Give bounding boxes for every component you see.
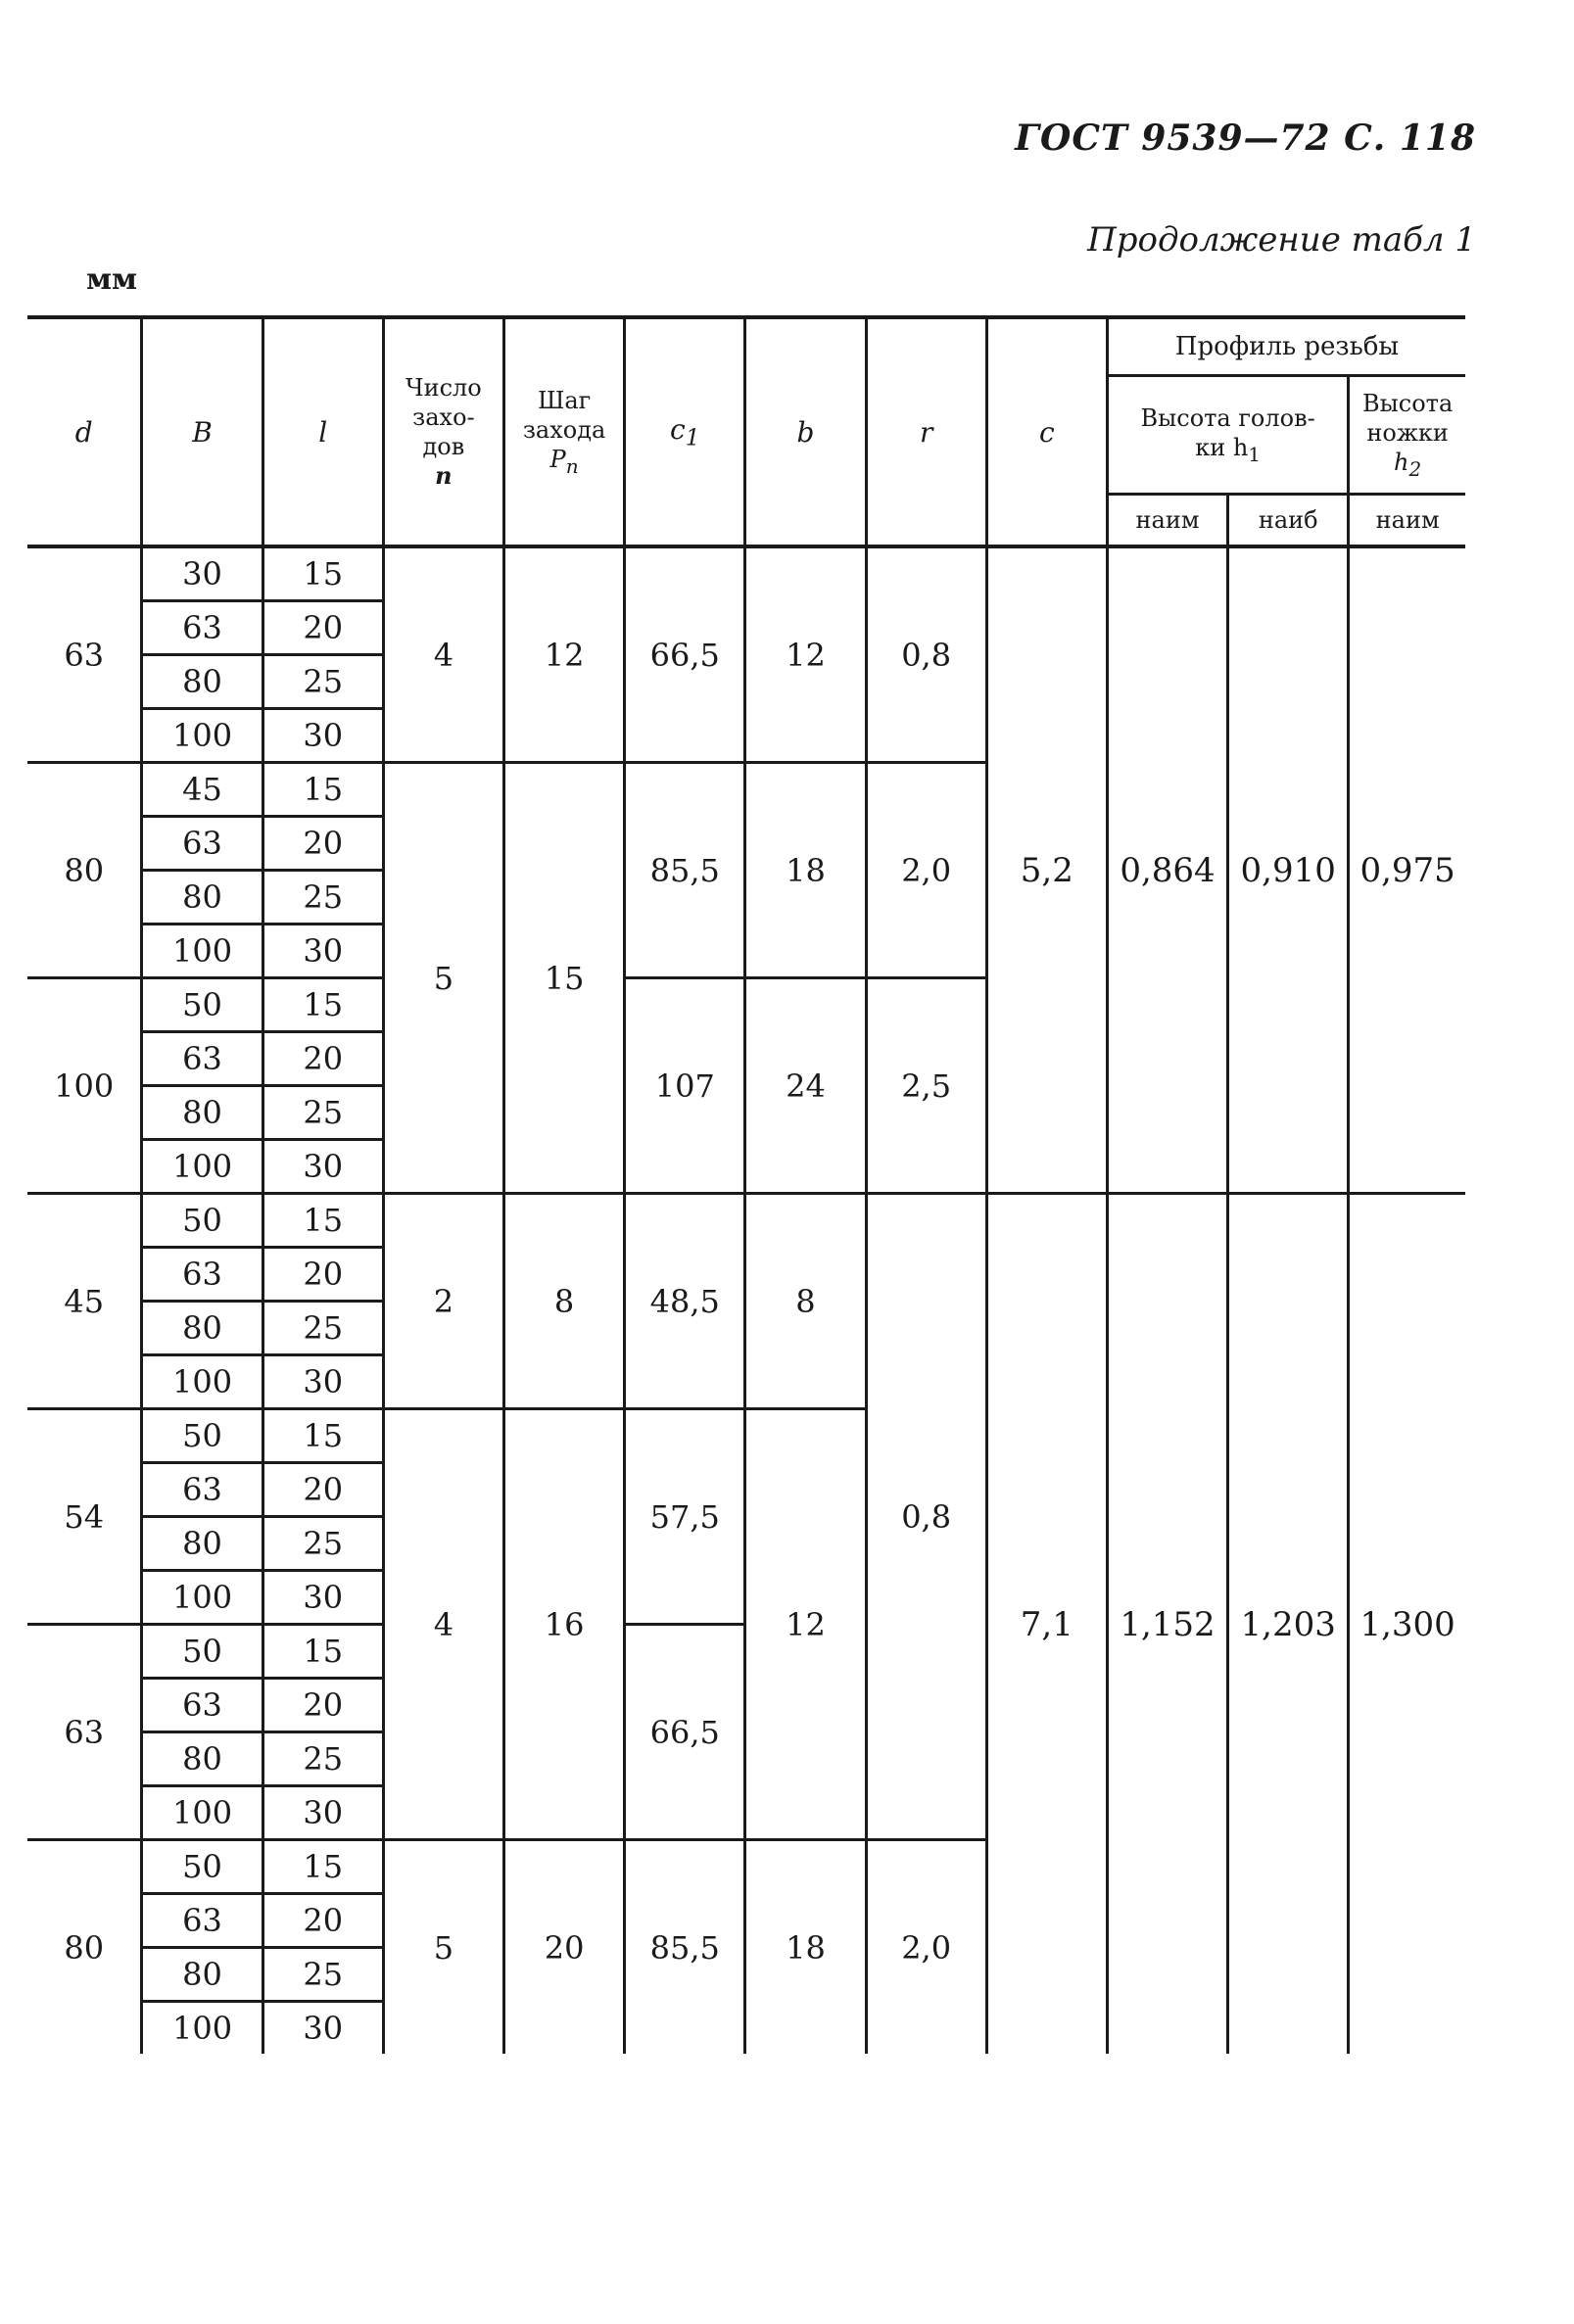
cell-b-width: 80 (142, 1948, 262, 2002)
cell-b-width: 100 (142, 709, 262, 763)
cell-h1-min-top: 0,864 (1107, 546, 1227, 1194)
header-addendum-line2: ки h (1195, 433, 1249, 461)
cell-b-width: 100 (142, 1571, 262, 1625)
cell-l: 25 (262, 655, 383, 709)
cell-thread-starts: 5 (383, 763, 503, 1194)
cell-b-width: 63 (142, 1463, 262, 1517)
cell-b-width: 100 (142, 1140, 262, 1194)
cell-c1: 57,5 (625, 1409, 745, 1625)
cell-lead: 8 (503, 1194, 624, 1409)
cell-h1-max-bottom: 1,203 (1228, 1194, 1349, 2055)
cell-thread-starts: 4 (383, 1409, 503, 1840)
table-row (27, 546, 1465, 601)
header-dedendum-symbol: h (1394, 448, 1409, 476)
cell-lead: 12 (503, 546, 624, 763)
header-lead (503, 317, 624, 546)
cell-l: 25 (262, 871, 383, 925)
cell-d: 63 (27, 1625, 142, 1840)
cell-b-width: 63 (142, 1248, 262, 1302)
table-row (27, 1194, 1465, 1248)
cell-l: 30 (262, 925, 383, 978)
cell-b-width: 30 (142, 546, 262, 601)
cell-thread-starts: 5 (383, 1840, 503, 2055)
cell-b-width: 63 (142, 1679, 262, 1732)
cell-l: 15 (262, 1409, 383, 1463)
cell-b-width: 63 (142, 1894, 262, 1948)
cell-r: 0,8 (866, 546, 986, 763)
cell-l: 20 (262, 1463, 383, 1517)
header-lead-line1: Шаг (537, 386, 592, 414)
header-c1-subscript: 1 (685, 423, 700, 451)
cell-l: 25 (262, 1732, 383, 1786)
cell-b-width: 50 (142, 1409, 262, 1463)
cell-l: 20 (262, 601, 383, 655)
cell-b: 18 (745, 1840, 866, 2055)
table-caption: Продолжение табл 1 (1087, 220, 1476, 260)
header-thread-profile: Профиль резьбы (1107, 317, 1465, 376)
units-label: мм (86, 262, 138, 297)
cell-r: 2,0 (866, 763, 986, 978)
cell-c1: 66,5 (625, 1625, 745, 1840)
header-lead-symbol: P (549, 445, 566, 473)
cell-h2-min-bottom: 1,300 (1349, 1194, 1465, 2055)
cell-r: 2,0 (866, 1840, 986, 2055)
cell-b-width: 100 (142, 925, 262, 978)
cell-b-width: 50 (142, 1194, 262, 1248)
cell-b-width: 100 (142, 1355, 262, 1409)
cell-h2-min-top: 0,975 (1349, 546, 1465, 1194)
cell-b-width: 63 (142, 1032, 262, 1086)
header-thread-starts-line3: дов (422, 433, 465, 460)
cell-b: 18 (745, 763, 866, 978)
header-c: c (986, 317, 1107, 546)
header-h2-min: наим (1349, 495, 1465, 547)
cell-b-width: 100 (142, 1786, 262, 1840)
cell-b: 8 (745, 1194, 866, 1409)
header-addendum-height (1107, 376, 1348, 495)
cell-c1: 85,5 (625, 763, 745, 978)
cell-l: 15 (262, 1194, 383, 1248)
cell-b-width: 80 (142, 1302, 262, 1355)
cell-thread-starts: 2 (383, 1194, 503, 1409)
table-body (27, 546, 1465, 2054)
cell-thread-starts: 4 (383, 546, 503, 763)
cell-l: 30 (262, 1571, 383, 1625)
header-thread-starts (383, 317, 503, 546)
header-thread-starts-line1: Число (405, 374, 482, 402)
cell-lead: 20 (503, 1840, 624, 2055)
cell-l: 20 (262, 817, 383, 871)
cell-c1: 48,5 (625, 1194, 745, 1409)
header-dedendum-line2: ножки (1366, 418, 1449, 447)
cell-l: 30 (262, 709, 383, 763)
thread-parameters-table (27, 315, 1465, 2054)
header-dedendum-height (1349, 376, 1465, 495)
cell-l: 30 (262, 1355, 383, 1409)
cell-b: 12 (745, 1409, 866, 1840)
cell-d: 80 (27, 1840, 142, 2055)
cell-l: 15 (262, 546, 383, 601)
page-header: ГОСТ 9539—72 С. 118 (1015, 118, 1476, 159)
cell-b-width: 50 (142, 978, 262, 1032)
cell-c-top: 5,2 (986, 546, 1107, 1194)
header-thread-starts-line2: захо- (412, 403, 475, 431)
header-c1 (625, 317, 745, 546)
cell-d: 63 (27, 546, 142, 763)
cell-l: 25 (262, 1302, 383, 1355)
cell-c1: 107 (625, 978, 745, 1194)
cell-d: 80 (27, 763, 142, 978)
header-h1-min: наим (1107, 495, 1227, 547)
cell-c1: 85,5 (625, 1840, 745, 2055)
header-d: d (27, 317, 142, 546)
cell-c-bottom: 7,1 (986, 1194, 1107, 2055)
header-lead-subscript: n (565, 453, 579, 478)
header-b: b (745, 317, 866, 546)
header-addendum-line1: Высота голов- (1140, 403, 1315, 432)
cell-lead: 15 (503, 763, 624, 1194)
cell-lead: 16 (503, 1409, 624, 1840)
cell-l: 20 (262, 1894, 383, 1948)
cell-l: 30 (262, 2002, 383, 2055)
cell-l: 20 (262, 1679, 383, 1732)
cell-d: 100 (27, 978, 142, 1194)
cell-l: 15 (262, 978, 383, 1032)
cell-d: 54 (27, 1409, 142, 1625)
cell-l: 15 (262, 1625, 383, 1679)
header-l: l (262, 317, 383, 546)
header-thread-starts-symbol: n (435, 461, 453, 490)
cell-l: 25 (262, 1517, 383, 1571)
cell-b-width: 100 (142, 2002, 262, 2055)
cell-b-width: 63 (142, 817, 262, 871)
cell-l: 25 (262, 1948, 383, 2002)
cell-b-width: 45 (142, 763, 262, 817)
cell-b-width: 80 (142, 1732, 262, 1786)
header-dedendum-line1: Высота (1362, 389, 1454, 417)
header-c1-symbol: c (670, 412, 686, 446)
header-dedendum-subscript: 2 (1408, 456, 1422, 481)
header-r: r (866, 317, 986, 546)
cell-b-width: 63 (142, 601, 262, 655)
cell-l: 15 (262, 1840, 383, 1894)
cell-l: 20 (262, 1032, 383, 1086)
cell-b-width: 50 (142, 1625, 262, 1679)
header-b-width: B (142, 317, 262, 546)
cell-l: 30 (262, 1140, 383, 1194)
cell-d: 45 (27, 1194, 142, 1409)
header-lead-line2: захода (522, 415, 606, 444)
cell-b: 12 (745, 546, 866, 763)
cell-l: 25 (262, 1086, 383, 1140)
cell-l: 15 (262, 763, 383, 817)
cell-h1-max-top: 0,910 (1228, 546, 1349, 1194)
cell-b: 24 (745, 978, 866, 1194)
cell-l: 30 (262, 1786, 383, 1840)
cell-b-width: 80 (142, 1517, 262, 1571)
cell-b-width: 80 (142, 655, 262, 709)
cell-h1-min-bottom: 1,152 (1107, 1194, 1227, 2055)
cell-r: 2,5 (866, 978, 986, 1194)
cell-r: 0,8 (866, 1194, 986, 1840)
cell-c1: 66,5 (625, 546, 745, 763)
header-h1-max: наиб (1228, 495, 1349, 547)
cell-b-width: 50 (142, 1840, 262, 1894)
header-addendum-subscript: 1 (1248, 442, 1262, 466)
cell-b-width: 80 (142, 871, 262, 925)
cell-b-width: 80 (142, 1086, 262, 1140)
cell-l: 20 (262, 1248, 383, 1302)
